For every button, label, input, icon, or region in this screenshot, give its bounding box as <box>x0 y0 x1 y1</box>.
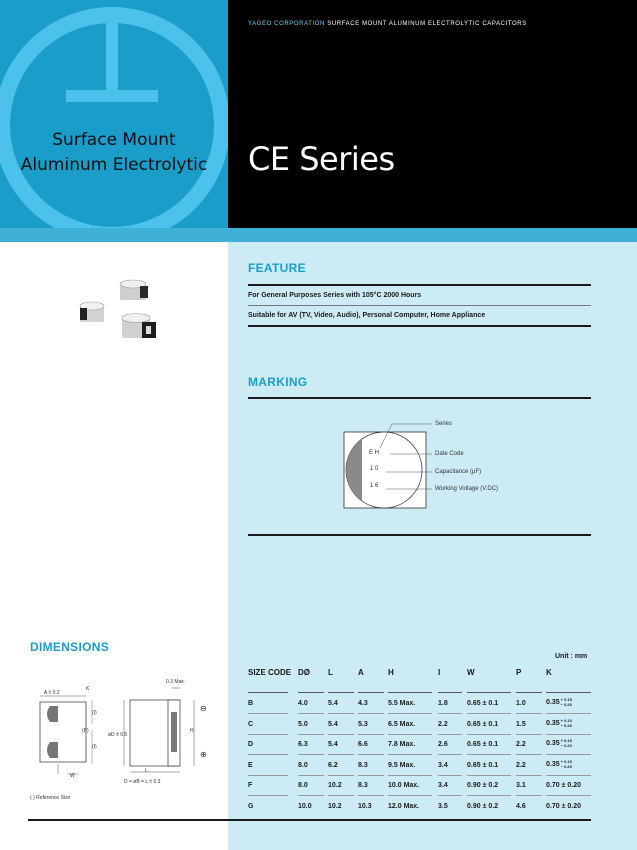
header-underline <box>248 692 288 693</box>
cell-value: 3.4 <box>438 761 448 769</box>
k-tolerance-minus: − 0.20 <box>560 763 572 769</box>
table-cell <box>328 700 338 707</box>
table-cell <box>358 803 372 810</box>
table-cell <box>298 700 308 707</box>
plus-terminal-icon: ⊕ <box>200 750 207 759</box>
table-cell <box>546 697 572 707</box>
cell-value: 3.1 <box>516 782 526 789</box>
marking-label-capacitance: Capacitance (μF) <box>435 469 482 475</box>
cell-value: F <box>248 782 253 789</box>
k-tolerance-plus: + 0.15 <box>560 758 572 764</box>
cell-value: 5.3 <box>358 720 368 728</box>
table-cell <box>467 762 498 769</box>
cell-value: E <box>248 761 253 769</box>
header-underline <box>516 692 542 693</box>
cell-value: 0.65 ± 0.1 <box>467 761 499 769</box>
dim-label-h: H <box>190 728 194 734</box>
cell-value: 1.5 <box>516 720 526 728</box>
table-cell <box>358 762 368 769</box>
cell-value: 8.0 <box>298 761 308 769</box>
cell-value: C <box>248 720 254 728</box>
minus-terminal-icon: ⊖ <box>200 704 207 713</box>
header-underline <box>298 692 324 693</box>
table-cell <box>248 721 253 728</box>
cell-value: 4.0 <box>298 700 308 707</box>
table-cell <box>358 782 368 789</box>
cell-value: 5.4 <box>328 741 338 748</box>
dim-label-od: øD ± 0.5 <box>108 732 128 738</box>
cell-value: 5.0 <box>298 720 308 728</box>
table-cell <box>438 700 448 707</box>
cell-value: 7.8 Max. <box>388 741 416 748</box>
table-cell <box>328 803 342 810</box>
cell-value: D <box>248 741 254 748</box>
marking-label-date-code: Date Code <box>435 451 464 457</box>
cell-value: 0.35 <box>546 719 560 727</box>
k-tolerance-plus: + 0.15 <box>560 717 572 723</box>
dim-label-w: W <box>70 773 75 779</box>
feature-title: FEATURE <box>248 261 306 275</box>
feature-rule-top <box>248 284 591 286</box>
table-cell <box>388 762 415 769</box>
dim-label-a: A ± 0.2 <box>44 690 60 696</box>
table-cell <box>438 762 448 769</box>
table-cell <box>516 721 526 728</box>
dim-label-tmax: 0.3 Max. <box>166 679 186 685</box>
table-cell <box>516 782 526 789</box>
product-category-title <box>0 128 228 178</box>
header-band <box>0 228 637 242</box>
table-cell <box>467 782 498 789</box>
marking-code-capacitance: 1 0 <box>370 466 379 472</box>
cell-value: 1.8 <box>438 700 448 707</box>
unit-label: Unit : mm <box>555 653 588 660</box>
table-cell <box>248 700 253 707</box>
cell-value: G <box>248 802 254 810</box>
cell-value: 10.3 <box>358 802 372 810</box>
table-cell <box>467 741 498 748</box>
cell-value: 10.0 Max. <box>388 782 420 789</box>
cell-value: 8.3 <box>358 782 368 789</box>
table-cell <box>438 721 448 728</box>
dimensions-title: DIMENSIONS <box>30 640 110 654</box>
table-cell <box>388 700 415 707</box>
cell-value: 0.35 <box>546 739 560 747</box>
table-cell <box>546 718 572 728</box>
cell-value: 0.65 ± 0.1 <box>467 741 499 748</box>
marking-rule-bottom <box>248 534 591 536</box>
marking-label-series: Series <box>435 421 453 427</box>
table-cell <box>298 721 308 728</box>
dim-label-l: L <box>145 768 148 774</box>
cell-value: 12.0 Max. <box>388 802 420 810</box>
cell-value: 6.5 Max. <box>388 720 416 728</box>
col-i: I <box>438 668 441 677</box>
header-underline <box>546 692 591 693</box>
bottom-rule <box>28 819 591 821</box>
cell-value: 6.3 <box>298 741 308 748</box>
cell-value: 0.70 ± 0.20 <box>546 782 581 789</box>
table-cell <box>546 782 581 789</box>
k-tolerance-minus: − 0.20 <box>560 702 572 707</box>
marking-title: MARKING <box>248 375 308 389</box>
header-underline <box>388 692 432 693</box>
cell-value: 2.2 <box>516 741 526 748</box>
k-tolerance <box>561 718 572 728</box>
table-body <box>248 694 591 817</box>
reference-size-note: ( ) Reference Size <box>30 795 71 801</box>
table-cell <box>298 762 308 769</box>
cell-value: 0.35 <box>546 760 560 768</box>
table-cell <box>467 721 498 728</box>
table-cell <box>546 803 581 810</box>
brand-prefix: YAGEO CORPORATION <box>248 21 325 27</box>
dim-label-k: K <box>86 686 90 692</box>
col-d: DØ <box>298 668 310 677</box>
table-cell <box>248 782 252 789</box>
table-cell <box>516 762 526 769</box>
table-cell <box>328 741 338 748</box>
yageo-logo-icon <box>0 0 228 228</box>
cell-value: 4.3 <box>358 700 368 707</box>
cell-value: B <box>248 700 254 707</box>
cell-value: 5.5 Max. <box>388 700 416 707</box>
k-tolerance <box>561 738 572 748</box>
capacitor-photo-icon <box>70 278 170 350</box>
table-cell <box>388 721 415 728</box>
cell-value: 6.6 <box>358 741 368 748</box>
col-l: L <box>328 668 333 677</box>
table-cell <box>438 803 448 810</box>
table-cell <box>516 741 526 748</box>
cell-value: 2.6 <box>438 741 448 748</box>
k-tolerance-plus: + 0.15 <box>560 697 572 702</box>
table-row <box>248 735 591 756</box>
cell-value: 6.2 <box>328 761 338 769</box>
k-tolerance <box>561 759 572 769</box>
cell-value: 0.35 <box>546 698 560 706</box>
table-cell <box>546 759 572 769</box>
col-h: H <box>388 668 394 677</box>
cell-value: 0.65 ± 0.1 <box>467 720 499 728</box>
table-row <box>248 756 591 777</box>
table-cell <box>546 738 572 748</box>
table-row <box>248 797 591 818</box>
cell-value: 2.2 <box>438 720 448 728</box>
table-cell <box>298 741 308 748</box>
table-cell <box>358 721 368 728</box>
col-w: W <box>467 668 475 677</box>
table-cell <box>467 700 498 707</box>
series-title: CE Series <box>248 140 395 178</box>
category-line-1: Surface Mount <box>52 130 176 150</box>
feature-item-2: Suitable for AV (TV, Video, Audio), Personal Computer, Home Appliance <box>248 312 486 319</box>
table-row <box>248 715 591 736</box>
dim-label-dl: D = øB = L ± 0.3 <box>124 779 161 785</box>
col-p: P <box>516 668 522 677</box>
table-row <box>248 776 591 797</box>
table-cell <box>298 782 308 789</box>
dim-label-i2: (I) <box>92 744 97 750</box>
brand-title: SURFACE MOUNT ALUMINUM ELECTROLYTIC CAPACITORS <box>327 21 527 27</box>
k-tolerance-plus: + 0.15 <box>560 738 572 743</box>
table-cell <box>248 762 253 769</box>
cell-value: 0.65 ± 0.1 <box>467 700 499 707</box>
col-k: K <box>546 668 552 677</box>
cell-value: 8.3 <box>358 761 368 769</box>
header-underline <box>328 692 354 693</box>
marking-rule-top <box>248 397 591 399</box>
feature-divider <box>248 305 591 306</box>
cell-value: 0.90 ± 0.2 <box>467 782 499 789</box>
table-row <box>248 694 591 715</box>
marking-code-voltage: 1 6 <box>370 483 379 489</box>
cell-value: 10.0 <box>298 802 312 810</box>
cell-value: 3.5 <box>438 802 448 810</box>
brand-line <box>248 21 527 27</box>
cell-value: 5.4 <box>328 700 338 707</box>
marking-code-series: E H <box>369 450 380 456</box>
table-cell <box>388 782 419 789</box>
cell-value: 9.5 Max. <box>388 761 416 769</box>
table-cell <box>388 803 419 810</box>
k-tolerance <box>561 697 572 707</box>
feature-item-1: For General Purposes Series with 105°C 2000 Hours <box>248 292 422 299</box>
header-underline <box>438 692 462 693</box>
cell-value: 5.4 <box>328 720 338 728</box>
table-cell <box>358 741 368 748</box>
table-header <box>248 668 591 694</box>
table-cell <box>438 741 448 748</box>
table-cell <box>328 762 338 769</box>
table-cell <box>467 803 498 810</box>
feature-rule-bottom <box>248 325 591 327</box>
cell-value: 1.0 <box>516 700 526 707</box>
dim-label-i1: (I) <box>92 710 97 716</box>
table-cell <box>248 741 253 748</box>
cell-value: 8.0 <box>298 782 308 789</box>
header-underline <box>467 692 511 693</box>
cell-value: 4.6 <box>516 802 526 810</box>
table-cell <box>328 782 342 789</box>
marking-diagram <box>340 418 490 510</box>
header-underline <box>358 692 384 693</box>
cell-value: 10.2 <box>328 802 342 810</box>
cell-value: 3.4 <box>438 782 448 789</box>
cell-value: 0.90 ± 0.2 <box>467 802 499 810</box>
table-cell <box>298 803 312 810</box>
table-cell <box>328 721 338 728</box>
header-logo-panel <box>0 0 228 228</box>
dim-label-p: (P) <box>82 728 89 734</box>
marking-label-voltage: Working Voltage (V.DC) <box>435 486 499 492</box>
table-cell <box>358 700 368 707</box>
table-cell <box>516 803 526 810</box>
col-a: A <box>358 668 364 677</box>
table-cell <box>516 700 526 707</box>
dimensions-table <box>248 668 591 817</box>
cell-value: 0.70 ± 0.20 <box>546 802 581 810</box>
table-cell <box>438 782 448 789</box>
table-cell <box>248 803 253 810</box>
header-title-panel <box>228 0 637 228</box>
cell-value: 10.2 <box>328 782 342 789</box>
table-cell <box>388 741 415 748</box>
col-size-code: SIZE CODE <box>248 668 292 677</box>
k-tolerance-minus: − 0.20 <box>560 743 572 748</box>
category-line-2: Aluminum Electrolytic <box>20 155 208 175</box>
k-tolerance-minus: − 0.20 <box>560 722 572 728</box>
cell-value: 2.2 <box>516 761 526 769</box>
